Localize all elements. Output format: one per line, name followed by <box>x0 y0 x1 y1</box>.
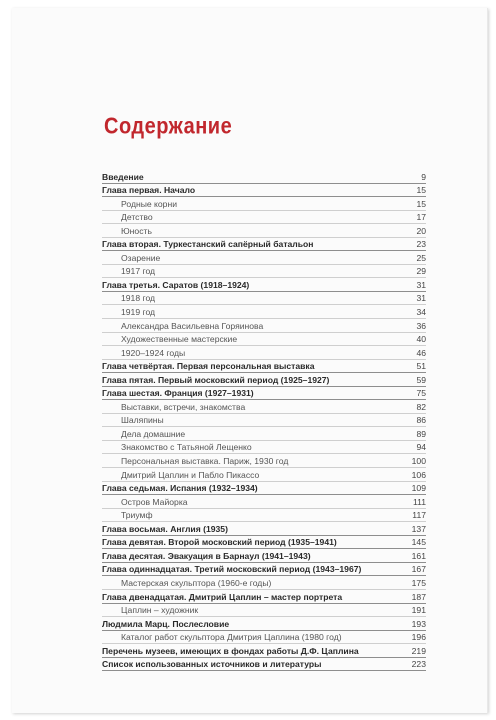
toc-chapter-entry <box>102 617 426 631</box>
toc-section-entry <box>102 454 426 468</box>
toc-entry-label: 1918 год <box>121 293 156 304</box>
toc-page-number: 196 <box>411 632 426 643</box>
toc-page-number: 86 <box>416 415 426 426</box>
toc-section-entry <box>102 495 426 509</box>
toc-entry-label: Введение <box>102 171 144 182</box>
toc-entry-label: Перечень музеев, имеющих в фондах работы Д.Ф. Цаплина <box>102 645 359 656</box>
toc-entry-label: Юность <box>121 225 152 236</box>
toc-entry-label: Глава десятая. Эвакуация в Барнаул (1941–1943) <box>102 550 311 561</box>
toc-page-number: 51 <box>416 361 426 372</box>
toc-page-number: 167 <box>411 564 426 575</box>
toc-page-number: 29 <box>416 266 426 277</box>
toc-page-number: 106 <box>411 469 426 480</box>
toc-section-entry <box>102 265 426 279</box>
toc-page-number: 82 <box>416 401 426 412</box>
toc-page-number: 145 <box>411 537 426 548</box>
toc-section-entry <box>102 333 426 347</box>
toc-chapter-entry <box>102 522 426 536</box>
toc-entry-label: Персональная выставка. Париж, 1930 год <box>121 456 289 467</box>
toc-section-entry <box>102 197 426 211</box>
toc-chapter-entry <box>102 184 426 198</box>
toc-page-number: 31 <box>416 279 426 290</box>
toc-entry-label: Глава восьмая. Англия (1935) <box>102 523 228 534</box>
toc-page-number: 20 <box>416 225 426 236</box>
toc-entry-label: Дмитрий Цаплин и Пабло Пикассо <box>121 469 260 480</box>
toc-entry-label: Знакомство с Татьяной Лещенко <box>121 442 252 453</box>
toc-section-entry <box>102 604 426 618</box>
toc-entry-label: Дела домашние <box>121 428 186 439</box>
toc-page-number: 161 <box>411 550 426 561</box>
toc-section-entry <box>102 441 426 455</box>
toc-section-entry <box>102 292 426 306</box>
toc-page-number: 191 <box>411 605 426 616</box>
toc-chapter-entry <box>102 373 426 387</box>
toc-page-number: 36 <box>416 320 426 331</box>
toc-chapter-entry <box>102 536 426 550</box>
toc-entry-label: Глава вторая. Туркестанский сапёрный батальон <box>102 239 314 250</box>
page-title: Содержание <box>104 114 233 140</box>
toc-section-entry <box>102 211 426 225</box>
toc-entry-label: Мастерская скульптора (1960-е годы) <box>121 577 272 588</box>
toc-page-number: 15 <box>416 185 426 196</box>
toc-page-number: 46 <box>416 347 426 358</box>
toc-page-number: 25 <box>416 252 426 263</box>
toc-page-number: 23 <box>416 239 426 250</box>
toc-entry-label: Список использованных источников и литературы <box>102 659 322 670</box>
toc-entry-label: Каталог работ скульптора Дмитрия Цаплина (1980 год) <box>121 632 342 643</box>
toc-section-entry <box>102 509 426 523</box>
toc-entry-label: Шаляпины <box>121 415 164 426</box>
toc-page-number: 109 <box>411 483 426 494</box>
toc-page-number: 193 <box>411 618 426 629</box>
toc-page-number: 59 <box>416 374 426 385</box>
toc-entry-label: Глава шестая. Франция (1927–1931) <box>102 388 254 399</box>
toc-section-entry <box>102 414 426 428</box>
toc-page-number: 100 <box>411 456 426 467</box>
toc-page-number: 94 <box>416 442 426 453</box>
toc-entry-label: Глава одиннадцатая. Третий московский период (1943–1967) <box>102 564 362 575</box>
toc-chapter-entry <box>102 658 426 672</box>
toc-chapter-entry <box>102 482 426 496</box>
toc-entry-label: Глава четвёртая. Первая персональная выставка <box>102 361 315 372</box>
toc-page-number: 75 <box>416 388 426 399</box>
toc-entry-label: Глава пятая. Первый московский период (1925–1927) <box>102 374 330 385</box>
toc-chapter-entry <box>102 563 426 577</box>
toc-page-number: 15 <box>416 198 426 209</box>
toc-entry-label: Остров Майорка <box>121 496 188 507</box>
toc-entry-label: Глава двенадцатая. Дмитрий Цаплин – мастер портрета <box>102 591 343 602</box>
toc-section-entry <box>102 346 426 360</box>
toc-page-number: 31 <box>416 293 426 304</box>
toc-page-number: 34 <box>416 307 426 318</box>
toc-page-number: 17 <box>416 212 426 223</box>
toc-section-entry <box>102 576 426 590</box>
toc-chapter-entry <box>102 278 426 292</box>
toc-page-number: 117 <box>412 510 426 521</box>
toc-chapter-entry <box>102 549 426 563</box>
toc-chapter-entry <box>102 644 426 658</box>
toc-page-number: 223 <box>411 659 426 670</box>
toc-chapter-entry <box>102 238 426 252</box>
toc-entry-label: Родные корни <box>121 198 178 209</box>
toc-entry-label: 1919 год <box>121 307 156 318</box>
toc-entry-label: 1920–1924 годы <box>121 347 186 358</box>
toc-section-entry <box>102 468 426 482</box>
table-of-contents <box>102 170 426 671</box>
toc-section-entry <box>102 224 426 238</box>
toc-entry-label: Художественные мастерские <box>121 334 238 345</box>
toc-section-entry <box>102 319 426 333</box>
toc-section-entry <box>102 305 426 319</box>
toc-chapter-entry <box>102 387 426 401</box>
toc-page-number: 175 <box>411 577 426 588</box>
toc-page-number: 9 <box>421 171 426 182</box>
toc-page-number: 137 <box>411 523 426 534</box>
toc-entry-label: Цаплин – художник <box>121 605 199 616</box>
toc-entry-label: Глава третья. Саратов (1918–1924) <box>102 279 250 290</box>
toc-entry-label: 1917 год <box>121 266 156 277</box>
toc-entry-label: Глава первая. Начало <box>102 185 196 196</box>
toc-entry-label: Выставки, встречи, знакомства <box>121 401 246 412</box>
toc-page-number: 219 <box>411 645 426 656</box>
toc-chapter-entry <box>102 360 426 374</box>
toc-page-number: 187 <box>411 591 426 602</box>
toc-page-number: 40 <box>416 334 426 345</box>
toc-entry-label: Глава девятая. Второй московский период (1935–1941) <box>102 537 337 548</box>
toc-entry-label: Глава седьмая. Испания (1932–1934) <box>102 483 258 494</box>
toc-section-entry <box>102 631 426 645</box>
toc-entry-label: Людмила Марц. Послесловие <box>102 618 230 629</box>
toc-section-entry <box>102 400 426 414</box>
toc-chapter-entry <box>102 590 426 604</box>
toc-section-entry <box>102 251 426 265</box>
toc-entry-label: Александра Васильевна Горяинова <box>121 320 264 331</box>
toc-entry-label: Триумф <box>121 510 153 521</box>
toc-entry-label: Детство <box>121 212 153 223</box>
toc-section-entry <box>102 427 426 441</box>
toc-page-number: 89 <box>416 428 426 439</box>
toc-page-number: 111 <box>412 496 426 507</box>
toc-chapter-entry <box>102 170 426 184</box>
toc-entry-label: Озарение <box>121 252 161 263</box>
